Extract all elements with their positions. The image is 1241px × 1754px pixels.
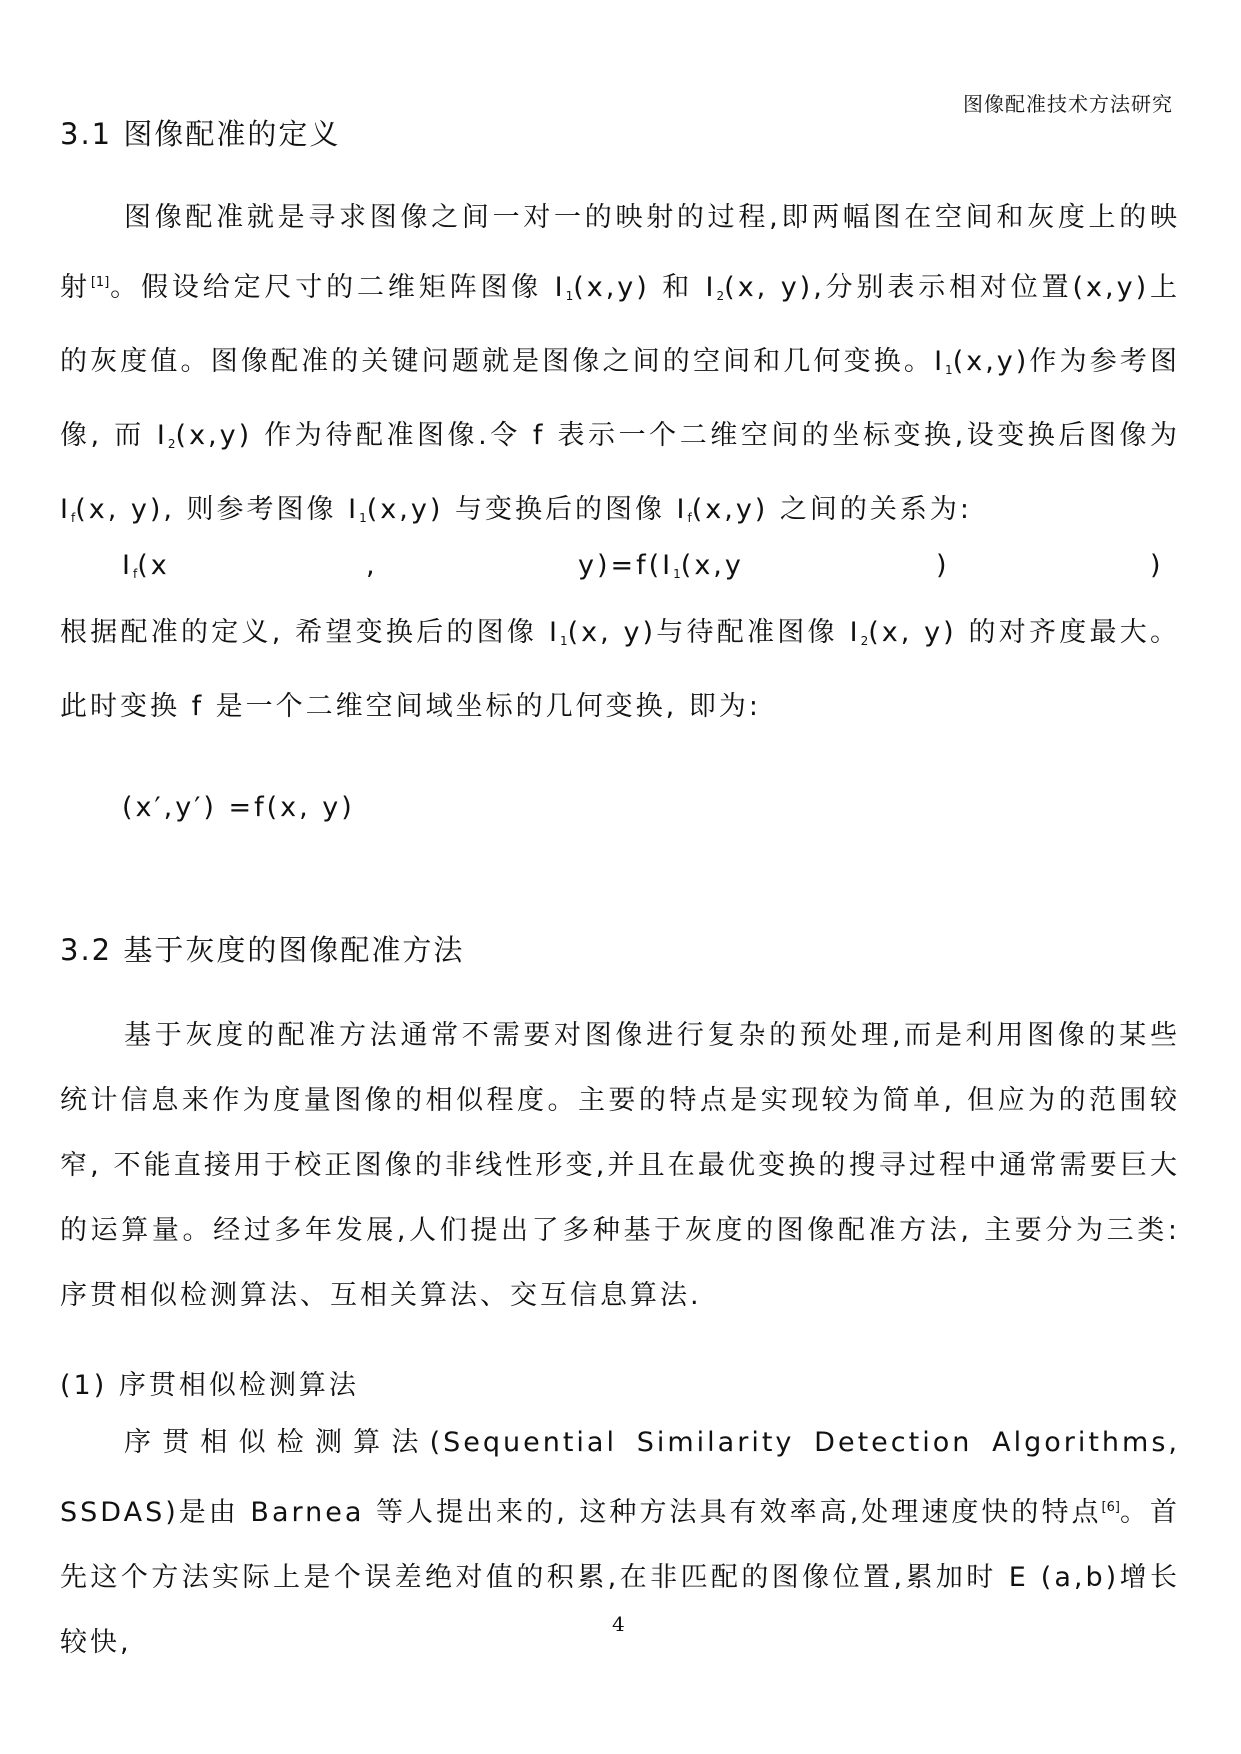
equation-2: (x′,y′) =f(x, y) [122, 792, 355, 823]
citation-ref: [6] [1101, 1500, 1120, 1515]
running-header: 图像配准技术方法研究 [963, 92, 1173, 116]
citation-ref: [1] [90, 275, 110, 290]
paragraph-gray-based: 基于灰度的配准方法通常不需要对图像进行复杂的预处理,而是利用图像的某些统计信息来作为度量图像的相似程度。主要的特点是实现较为简单, 但应为的范围较窄, 不能直接用于校正图像的非线性形变,并且在最优变换的搜寻过程中通常需要巨大的运算量。经过多年发展,人们提出了多种基于灰度的图像配准方法, 主要分为三类: 序贯相似检测算法、互相关算法、交互信息算法. [60, 1020, 1180, 1311]
section-heading-3-1: 3.1 图像配准的定义 [60, 117, 341, 151]
paragraph-ssda: 序贯相似检测算法(Sequential Similarity Detection Algorithms, SSDAS)是由 Barnea 等人提出来的, 这种方法具有效率高,处理速度快的特点[6]。首先这个方法实际上是个误差绝对值的积累,在非匹配的图像位置,累加时 E (a,b)增长较快, [60, 1427, 1180, 1658]
paragraph-alignment: 根据配准的定义, 希望变换后的图像 $I_1(x$, y)与待配准图像 $I_2(x$, y) 的对齐度最大。此时变换 f 是一个二维空间域坐标的几何变换, 即为: [60, 617, 1180, 722]
paragraph-definition: 图像配准就是寻求图像之间一对一的映射的过程,即两幅图在空间和灰度上的映射[1]。假设给定尺寸的二维矩阵图像 $I_1(x,y)$ 和 $I_2(x$, y),分别表示相对位置(x,y)上的灰度值。图像配准的关键问题就是图像之间的空间和几何变换。$I_1(x,y)$作为参考图像, 而 $I_2(x,y)$ 作为待配准图像.令 f 表示一个二维空间的坐标变换,设变换后图像为 $I_f(x$, y), 则参考图像 $I_1(x,y)$ 与变换后的图像 $I_f(x,y)$ 之间的关系为: [60, 202, 1180, 525]
list-item-1: (1) 序贯相似检测算法 [60, 1370, 359, 1401]
page-number: 4 [612, 1612, 625, 1636]
section-heading-3-2: 3.2 基于灰度的图像配准方法 [60, 933, 465, 967]
document-page: 图像配准技术方法研究 3.1 图像配准的定义 图像配准就是寻求图像之间一对一的映射的过程,即两幅图在空间和灰度上的映射[1]。假设给定尺寸的二维矩阵图像 $I_1(x,y)$ 和 $I_2(x$, y),分别表示相对位置(x,y)上的灰度值。图像配准的关键问题就是图像之间的空间和几何变换。$I_1(x,y)$作为参考图像, 而 $I_2(x,y)$ 作为待配准图像.令 f 表示一个二维空间的坐标变换,设变换后图像为 $I_f(x$, y), 则参考图像 $I_1(x,y)$ 与变换后的图像 $I_f(x,y)$ 之间的关系为: $I_f(x$ , $y)=f(I_1(x,y$ ) ) 根据配准的定义, 希望变换后的图像 $I_1(x$, y)与待配准图像 $I_2(x$, y) 的对齐度最大。此时变换 f 是一个二维空间域坐标的几何变换, 即为: (x′,y′) =f(x, y) 3.2 基于灰度的图像配准方法 基于灰度的配准方法通常不需要对图像进行复杂的预处理,而是利用图像的某些统计信息来作为度量图像的相似程度。主要的特点是实现较为简单, 但应为的范围较窄, 不能直接用于校正图像的非线性形变,并且在最优变换的搜寻过程中通常需要巨大的运算量。经过多年发展,人们提出了多种基于灰度的图像配准方法, 主要分为三类: 序贯相似检测算法、互相关算法、交互信息算法. (1) 序贯相似检测算法 序贯相似检测算法(Sequential Similarity Detection Algorithms, SSDAS)是由 Barnea 等人提出来的, 这种方法具有效率高,处理速度快的特点[6]。首先这个方法实际上是个误差绝对值的积累,在非匹配的图像位置,累加时 E (a,b)增长较快, 4 [0, 0, 1241, 1754]
